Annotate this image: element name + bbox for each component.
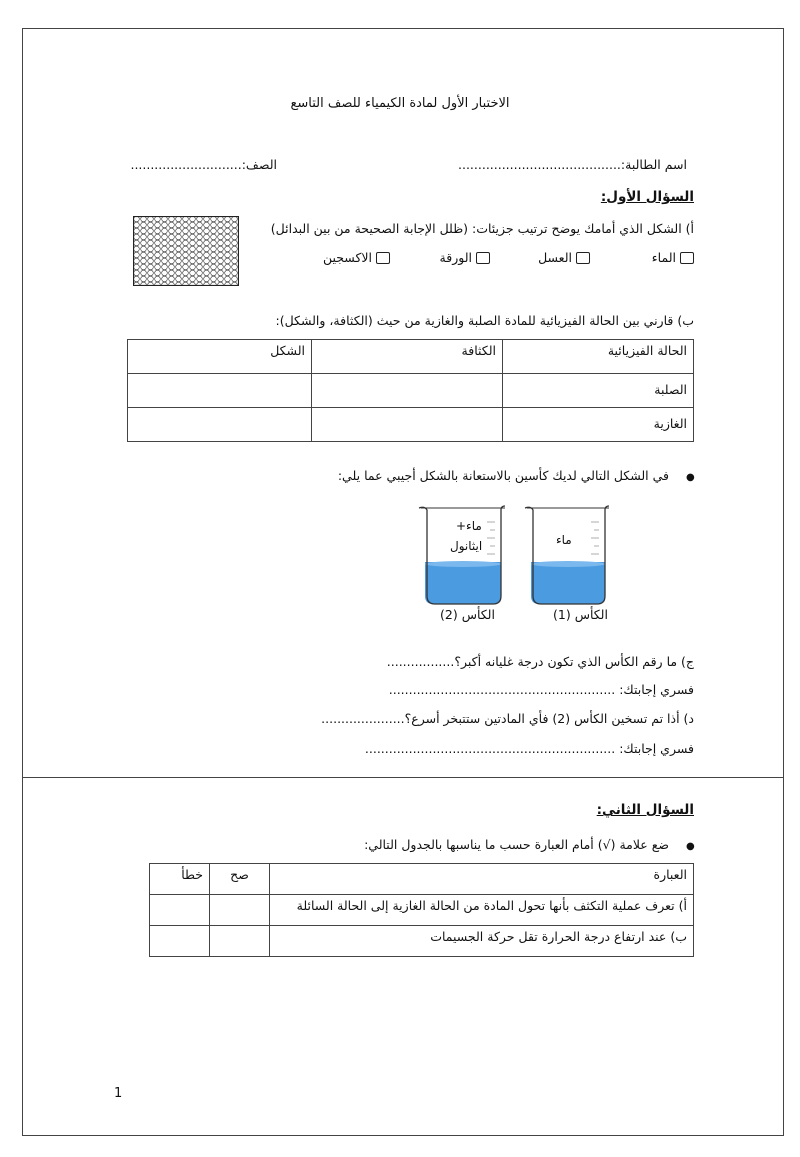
section-divider [22,777,784,778]
table-cell[interactable] [128,374,312,408]
table-cell[interactable] [312,408,503,442]
beaker-2-label-line2: ايثانول [450,539,483,553]
table-cell[interactable] [312,374,503,408]
table-cell[interactable] [150,926,210,957]
question-2-heading: السؤال الثاني: [596,802,694,818]
beakers-intro-text: في الشكل التالي لديك كأسين بالاستعانة بالشكل أجيبي عما يلي: [337,468,669,483]
table-header-cell: العبارة [270,864,694,895]
table-header-cell: الكثافة [312,340,503,374]
particle-arrangement-figure [133,216,239,286]
q2-instruction: ضع علامة (√) أمام العبارة حسب ما يناسبها بالجدول التالي: [364,837,669,852]
option-water[interactable]: الماء [652,250,694,265]
part-a-text: أ) الشكل الذي أمامك يوضح ترتيب جزيئات: (ظلل الإجابة الصحيحة من بين البدائل) [270,221,694,236]
page-number: 1 [114,1086,123,1101]
part-c-text: ج) ما رقم الكأس الذي تكون درجة غليانه أكبر؟................. [386,654,694,669]
option-oxygen[interactable]: الاكسجين [323,250,390,265]
true-false-table [149,863,694,957]
checkbox-icon[interactable] [376,252,390,264]
beaker-1-label: ماء [556,533,572,547]
checkbox-icon[interactable] [680,252,694,264]
beakers-figure [415,500,615,612]
option-paper[interactable]: الورقة [440,250,490,265]
bullet-icon: ● [686,472,695,483]
table-cell[interactable] [210,895,270,926]
part-d-text: د) أذا تم تسخين الكأس (2) فأي المادتين ستتبخر أسرع؟..................... [321,711,694,726]
explain-answer-1: فسري إجابتك: ......................................................... [388,682,694,697]
question-1-heading: السؤال الأول: [600,189,694,205]
checkbox-icon[interactable] [476,252,490,264]
table-cell: أ) تعرف عملية التكثف بأنها تحول المادة من الحالة الغازية إلى الحالة السائلة [270,895,694,926]
bullet-icon: ● [686,841,695,852]
table-header-cell: الحالة الفيزيائية [503,340,694,374]
table-header-cell: خطأ [150,864,210,895]
table-cell: ب) عند ارتفاع درجة الحرارة تقل حركة الجسيمات [270,926,694,957]
beaker-2-label-line1: ماء+ [456,519,482,533]
student-name-field: اسم الطالبة:......................................... [458,157,687,172]
class-field: الصف:............................ [130,157,277,172]
option-honey[interactable]: العسل [538,250,590,265]
table-cell: الغازية [503,408,694,442]
table-header-cell: الشكل [128,340,312,374]
explain-answer-2: فسري إجابتك: ............................................................... [364,741,694,756]
beaker-1-caption: الكأس (1) [553,607,608,622]
table-cell[interactable] [150,895,210,926]
page-title: الاختبار الأول لمادة الكيمياء للصف التاسع [290,96,510,111]
comparison-table [127,339,694,442]
beaker-2-caption: الكأس (2) [440,607,495,622]
table-cell[interactable] [128,408,312,442]
part-b-text: ب) قارني بين الحالة الفيزيائية للمادة الصلبة والغازية من حيث (الكثافة، والشكل): [275,313,694,328]
table-cell: الصلبة [503,374,694,408]
beaker-1 [525,506,609,604]
checkbox-icon[interactable] [576,252,590,264]
table-header-cell: صح [210,864,270,895]
table-cell[interactable] [210,926,270,957]
